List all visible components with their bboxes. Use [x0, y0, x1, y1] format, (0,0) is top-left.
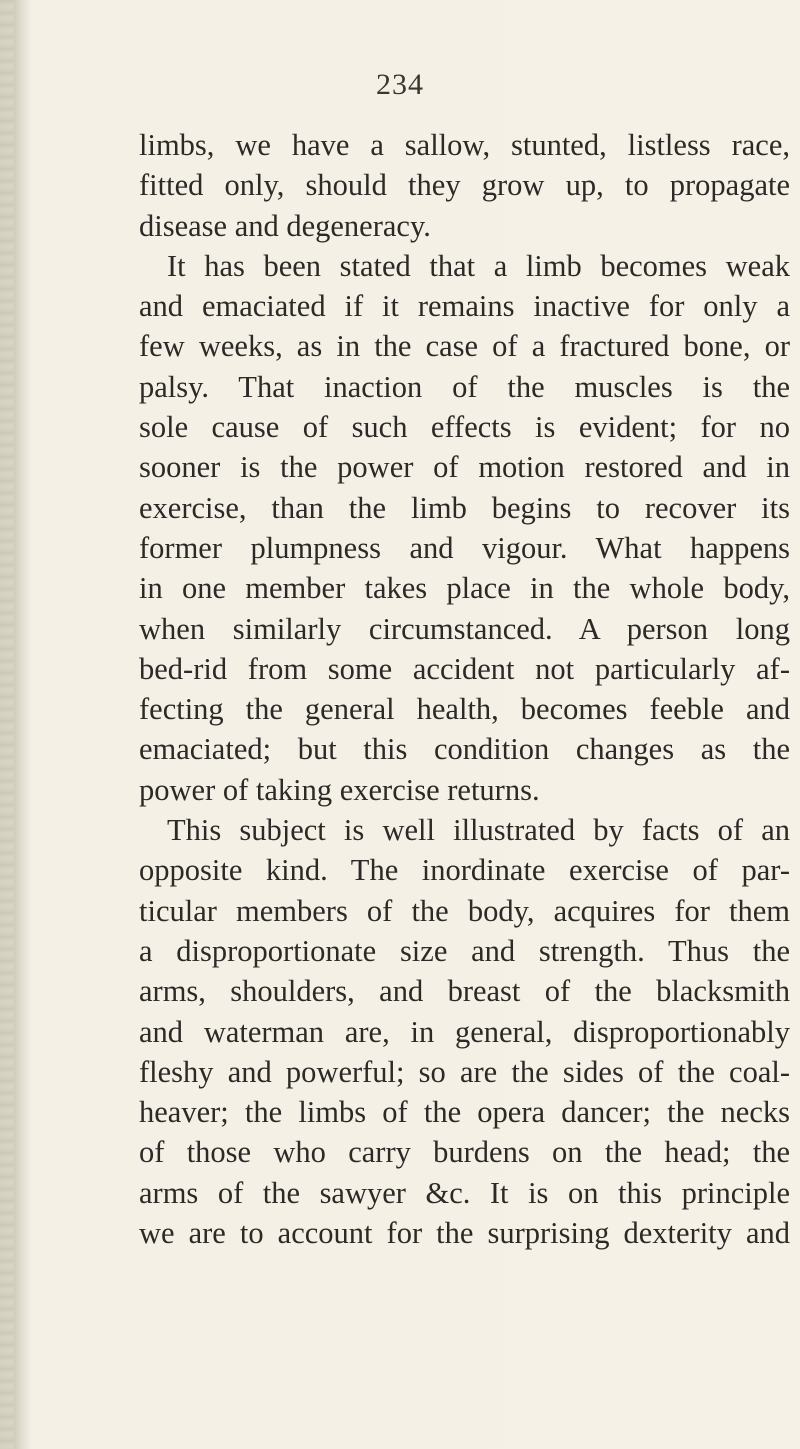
- text-line: arms, shoulders, and breast of the blacksmith: [139, 974, 790, 1009]
- text-line: of those who carry burdens on the head; the: [139, 1135, 790, 1170]
- text-line: and emaciated if it remains inactive for only a: [139, 289, 790, 324]
- page-number: 234: [376, 68, 424, 101]
- text-line: heaver; the limbs of the opera dancer; the necks: [139, 1095, 790, 1130]
- page-gutter-shadow: [14, 0, 32, 1449]
- text-line: arms of the sawyer &c. It is on this principle: [139, 1175, 790, 1210]
- text-line: fleshy and powerful; so are the sides of the coal-: [139, 1054, 790, 1089]
- text-line: ticular members of the body, acquires for them: [139, 893, 790, 928]
- text-line: bed-rid from some accident not particularly af-: [139, 651, 790, 686]
- text-line: few weeks, as in the case of a fractured bone, or: [139, 329, 790, 364]
- text-line: limbs, we have a sallow, stunted, listless race,: [139, 128, 790, 162]
- text-line: disease and degeneracy.: [139, 208, 431, 243]
- text-line: when similarly circumstanced. A person long: [139, 611, 790, 646]
- text-line: It has been stated that a limb becomes weak: [167, 248, 790, 283]
- text-line: in one member takes place in the whole body,: [139, 571, 790, 606]
- page-binding-edge: [0, 0, 14, 1449]
- text-line: emaciated; but this condition changes as the: [139, 732, 790, 767]
- body-text: [139, 125, 799, 1253]
- text-line: sole cause of such effects is evident; for no: [139, 410, 790, 445]
- text-line: a disproportionate size and strength. Thus the: [139, 933, 790, 968]
- text-line: and waterman are, in general, disproportionably: [139, 1014, 790, 1049]
- text-line: palsy. That inaction of the muscles is the: [139, 369, 790, 404]
- text-line: we are to account for the surprising dexterity and: [139, 1216, 790, 1251]
- text-line: This subject is well illustrated by facts of an: [167, 813, 790, 848]
- text-line: exercise, than the limb begins to recover its: [139, 490, 790, 525]
- text-line: former plumpness and vigour. What happens: [139, 530, 790, 565]
- text-line: power of taking exercise returns.: [139, 772, 540, 807]
- text-line: fitted only, should they grow up, to propagate: [139, 168, 790, 203]
- text-line: fecting the general health, becomes feeble and: [139, 692, 790, 727]
- text-line: opposite kind. The inordinate exercise of par-: [139, 853, 790, 888]
- text-line: sooner is the power of motion restored and in: [139, 450, 790, 485]
